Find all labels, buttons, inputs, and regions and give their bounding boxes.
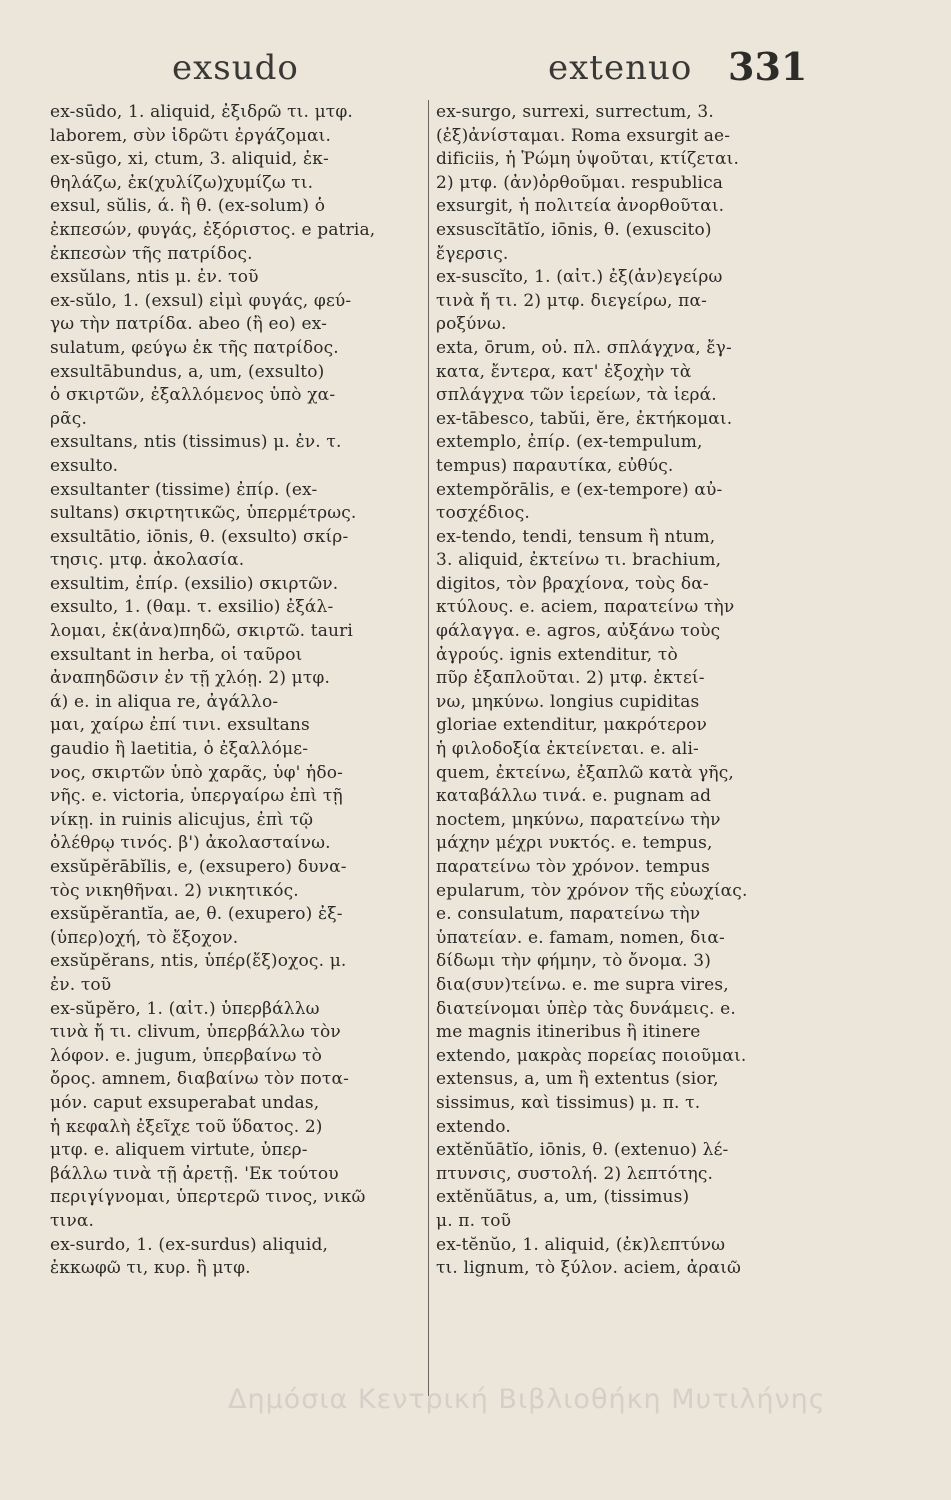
entry-line: laborem, σὺν ἱδρῶτι ἐργάζομαι.: [50, 125, 332, 146]
entry-line: (ὑπερ)οχή, τὸ ἔξοχον.: [50, 927, 239, 948]
page-number: 331: [728, 44, 808, 89]
entry-line: τινὰ ἤ τι. 2) μτφ. διεγείρω, πα-: [436, 290, 707, 311]
entry-line: exsŭpĕrantĭa, ae, θ. (exupero) ἐξ-: [50, 904, 343, 925]
entry-line: exsŭlans, ntis μ. ἐν. τοῦ: [50, 267, 259, 288]
entry-line: exsultābundus, a, um, (exsulto): [50, 361, 325, 382]
entry-line: μαι, χαίρω ἐπί τινι. exsultans: [50, 715, 310, 736]
entry-line: ρᾶς.: [50, 408, 87, 429]
entry-line: μ. π. τοῦ: [436, 1210, 512, 1231]
right-column: [436, 101, 814, 1281]
entry-line: extendo.: [436, 1116, 511, 1137]
entry-line: exsŭpĕrābĭlis, e, (exsupero) δυνα-: [50, 857, 347, 877]
entry-line: exsultant in herba, οἱ ταῦροι: [50, 644, 303, 665]
entry-line: exsultanter (tissime) ἐπίρ. (ex-: [50, 479, 318, 500]
entry-line: ἡ κεφαλὴ ἐξεῖχε τοῦ ὕδατος. 2): [50, 1116, 323, 1137]
entry-line: ἐκκωφῶ τι, κυρ. ἢ μτφ.: [50, 1258, 251, 1279]
entry-line: ἐν. τοῦ: [50, 974, 112, 995]
entry-line: δίδωμι τὴν φήμην, τὸ ὄνομα. 3): [436, 951, 712, 972]
column-divider: [428, 100, 429, 1396]
entry-line: τὸς νικηθῆναι. 2) νικητικός.: [50, 880, 299, 901]
library-watermark: Δημόσια Κεντρική Βιβλιοθήκη Μυτιλήνης: [228, 1384, 826, 1415]
entry-line: exsuscĭtātĭo, iōnis, θ. (exuscito): [436, 219, 712, 240]
entry-line: quem, ἐκτείνω, ἐξαπλῶ κατὰ γῆς,: [436, 762, 734, 783]
entry-line: νῆς. e. victoria, ὑπεργαίρω ἐπὶ τῇ: [50, 786, 343, 807]
entry-line: exsulto, 1. (θαμ. τ. exsilio) ἐξάλ-: [50, 597, 334, 618]
entry-line: ex-tendo, tendi, tensum ἢ ntum,: [436, 526, 716, 547]
entry-line: τησις. μτφ. ἀκολασία.: [50, 550, 245, 571]
entry-line: 2) μτφ. (ἀν)ὀρθοῦμαι. respublica: [436, 172, 724, 193]
entry-line: ex-sūdo, 1. aliquid, ἐξιδρῶ τι. μτφ.: [50, 102, 353, 122]
entry-line: ὑπατείαν. e. famam, nomen, δια-: [436, 927, 725, 948]
entry-line: ἀναπηδῶσιν ἐν τῇ χλόῃ. 2) μτφ.: [50, 668, 331, 689]
entry-line: τινὰ ἤ τι. clivum, ὑπερβάλλω τὸν: [50, 1022, 341, 1043]
entry-line: ex-suscĭto, 1. (αἰτ.) ἐξ(ἀν)εγείρω: [436, 267, 723, 288]
entry-line: σπλάγχνα τῶν ἱερείων, τὰ ἱερά.: [436, 385, 717, 406]
entry-line: extĕnŭātus, a, um, (tissimus): [436, 1187, 690, 1208]
entry-line: sulatum, φεύγω ἐκ τῆς πατρίδος.: [50, 337, 339, 358]
entry-line: ὄρος. amnem, διαβαίνω τὸν ποτα-: [50, 1069, 350, 1090]
entry-line: ex-sŭpĕro, 1. (αἰτ.) ὑπερβάλλω: [50, 998, 320, 1019]
entry-line: κτύλους. e. aciem, παρατείνω τὴν: [436, 597, 735, 618]
entry-line: extensus, a, um ἢ extentus (sior,: [436, 1069, 719, 1090]
entry-line: γω τὴν πατρίδα. abeo (ἢ eo) ex-: [50, 314, 328, 335]
entry-line: λόφον. e. jugum, ὑπερβαίνω τὸ: [50, 1045, 323, 1066]
entry-line: μάχην μέχρι νυκτός. e. tempus,: [436, 833, 713, 854]
entry-line: digitos, τὸν βραχίονα, τοὺς δα-: [436, 573, 709, 594]
entry-line: νω, μηκύνω. longius cupiditas: [436, 691, 700, 712]
entry-line: φάλαγγα. e. agros, αὐξάνω τοὺς: [436, 621, 721, 642]
entry-line: κατα, ἔντερα, κατ' ἐξοχὴν τὰ: [436, 361, 692, 382]
entry-line: exsultim, ἐπίρ. (exsilio) σκιρτῶν.: [50, 573, 339, 594]
entry-line: exsulto.: [50, 455, 119, 476]
entry-line: sultans) σκιρτητικῶς, ὑπερμέτρως.: [50, 503, 357, 524]
left-column: [50, 101, 422, 1281]
entry-line: ex-tābesco, tabŭi, ĕre, ἐκτήκομαι.: [436, 408, 733, 429]
page-header: [0, 40, 951, 100]
entry-line: noctem, μηκύνω, παρατείνω τὴν: [436, 809, 721, 830]
entry-line: πῦρ ἐξαπλοῦται. 2) μτφ. ἐκτεί-: [436, 668, 705, 689]
entry-line: ex-sūgo, xi, ctum, 3. aliquid, ἐκ-: [50, 149, 329, 170]
entry-line: θηλάζω, ἐκ(χυλίζω)χυμίζω τι.: [50, 172, 314, 193]
entry-line: τινα.: [50, 1210, 95, 1231]
entry-line: δια(συν)τείνω. e. me supra vires,: [436, 974, 729, 995]
entry-line: extemplo, ἐπίρ. (ex-tempulum,: [436, 432, 703, 453]
entry-line: βάλλω τινὰ τῇ ἀρετῇ. 'Εκ τούτου: [50, 1163, 339, 1184]
entry-line: extĕnŭātĭo, iōnis, θ. (extenuo) λέ-: [436, 1140, 729, 1161]
entry-line: ἐκπεσών, φυγάς, ἐξόριστος. e patria,: [50, 219, 376, 240]
entry-line: νίκῃ. in ruinis alicujus, ἐπὶ τῷ: [50, 809, 314, 830]
entry-line: νος, σκιρτῶν ὑπὸ χαρᾶς, ὑφ' ἡδο-: [50, 762, 344, 783]
entry-line: exsurgit, ἡ πολιτεία ἀνορθοῦται.: [436, 196, 725, 217]
entry-line: exsultātio, iōnis, θ. (exsulto) σκίρ-: [50, 526, 349, 547]
entry-line: gaudio ἢ laetitia, ὁ ἐξαλλόμε-: [50, 739, 309, 760]
entry-line: καταβάλλω τινά. e. pugnam ad: [436, 786, 712, 807]
entry-line: περιγίγνομαι, ὑπερτερῶ τινος, νικῶ: [50, 1187, 366, 1208]
entry-line: μόν. caput exsuperabat undas,: [50, 1092, 320, 1113]
header-guide-word-left: exsudo: [172, 48, 299, 88]
entry-line: ἡ φιλοδοξία ἐκτείνεται. e. ali-: [436, 739, 699, 760]
entry-line: exsŭpĕrans, ntis, ὑπέρ(ἔξ)οχος. μ.: [50, 951, 347, 972]
entry-line: exsultans, ntis (tissimus) μ. ἐν. τ.: [50, 432, 342, 453]
entry-line: sissimus, καὶ tissimus) μ. π. τ.: [436, 1092, 701, 1113]
entry-line: ὀλέθρῳ τινός. β') ἀκολασταίνω.: [50, 833, 331, 854]
entry-line: epularum, τὸν χρόνον τῆς εὐωχίας.: [436, 880, 748, 901]
entry-line: ά) e. in aliqua re, ἀγάλλο-: [50, 691, 279, 712]
entry-line: ἔγερσις.: [436, 243, 509, 264]
entry-line: extempŏrālis, e (ex-tempore) αὐ-: [436, 479, 723, 500]
entry-line: tempus) παραυτίκα, εὐθύς.: [436, 455, 674, 476]
entry-line: ὁ σκιρτῶν, ἐξαλλόμενος ὑπὸ χα-: [50, 385, 336, 406]
entry-line: ex-sŭlo, 1. (exsul) εἰμὶ φυγάς, φεύ-: [50, 290, 352, 311]
entry-line: me magnis itineribus ἢ itinere: [436, 1022, 701, 1043]
entry-line: μτφ. e. aliquem virtute, ὑπερ-: [50, 1140, 308, 1161]
entry-line: τι. lignum, τὸ ξύλον. aciem, ἀραιῶ: [436, 1258, 742, 1279]
entry-line: gloriae extenditur, μακρότερον: [436, 715, 708, 736]
entry-line: ex-tĕnŭo, 1. aliquid, (ἐκ)λεπτύνω: [436, 1234, 726, 1255]
entry-line: e. consulatum, παρατείνω τὴν: [436, 904, 701, 925]
entry-line: ἀγρούς. ignis extenditur, τὸ: [436, 644, 678, 665]
entry-line: (ἐξ)ἀνίσταμαι. Roma exsurgit ae-: [436, 125, 731, 146]
entry-line: τοσχέδιος.: [436, 503, 530, 524]
entry-line: λομαι, ἐκ(ἀνα)πηδῶ, σκιρτῶ. tauri: [50, 621, 353, 642]
entry-line: dificiis, ἡ Ῥώμη ὑψοῦται, κτίζεται.: [436, 149, 740, 170]
entry-line: ex-surdo, 1. (ex-surdus) aliquid,: [50, 1234, 329, 1255]
entry-line: ἐκπεσὼν τῆς πατρίδος.: [50, 243, 253, 264]
entry-line: 3. aliquid, ἐκτείνω τι. brachium,: [436, 550, 722, 571]
header-guide-word-right: extenuo: [548, 48, 693, 88]
entry-line: διατείνομαι ὑπὲρ τὰς δυνάμεις. e.: [436, 998, 736, 1019]
entry-line: ex-surgo, surrexi, surrectum, 3.: [436, 102, 714, 122]
entry-line: exta, ōrum, οὐ. πλ. σπλάγχνα, ἔγ-: [436, 337, 732, 358]
entry-line: πτυνσις, συστολή. 2) λεπτότης.: [436, 1163, 714, 1184]
entry-line: exsul, sŭlis, ά. ἢ θ. (ex-solum) ὁ: [50, 196, 326, 217]
entry-line: ροξύνω.: [436, 314, 507, 335]
entry-line: παρατείνω τὸν χρόνον. tempus: [436, 857, 710, 877]
entry-line: extendo, μακρὰς πορείας ποιοῦμαι.: [436, 1045, 747, 1066]
